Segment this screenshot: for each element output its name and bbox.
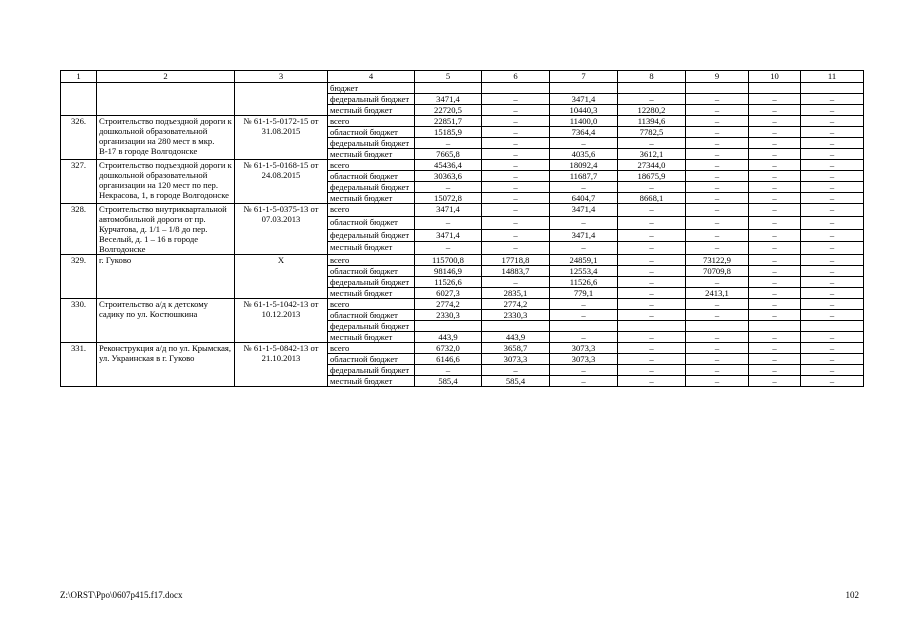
value-cell: – xyxy=(415,242,482,255)
value-cell: 45436,4 xyxy=(415,160,482,171)
column-header: 9 xyxy=(686,71,749,83)
value-cell: 3471,4 xyxy=(550,204,618,217)
value-cell: 585,4 xyxy=(415,376,482,387)
budget-type-cell: всего xyxy=(328,204,415,217)
value-cell: 10440,3 xyxy=(550,105,618,116)
document-cell: Х xyxy=(235,255,328,299)
item-number-cell: 331. xyxy=(61,343,97,387)
item-name-cell: Строительство подъездной дороги к дошкольной образовательной организации на 120 мест по пер. Некрасова, 1, в городе Волгодонске xyxy=(97,160,235,204)
value-cell xyxy=(415,321,482,332)
column-header: 1 xyxy=(61,71,97,83)
value-cell: – xyxy=(482,105,550,116)
value-cell: – xyxy=(482,204,550,217)
value-cell xyxy=(749,83,801,94)
value-cell: – xyxy=(686,171,749,182)
budget-type-cell: федеральный бюджет xyxy=(328,94,415,105)
value-cell: – xyxy=(686,149,749,160)
value-cell: – xyxy=(749,376,801,387)
budget-type-cell: областной бюджет xyxy=(328,171,415,182)
item-number-cell: 329. xyxy=(61,255,97,299)
value-cell: 17718,8 xyxy=(482,255,550,266)
value-cell: – xyxy=(801,171,864,182)
table-row xyxy=(61,204,864,217)
value-cell: 27344,0 xyxy=(618,160,686,171)
value-cell: 3471,4 xyxy=(415,94,482,105)
value-cell: – xyxy=(749,204,801,217)
value-cell xyxy=(686,83,749,94)
value-cell: – xyxy=(801,343,864,354)
item-number-cell xyxy=(61,83,97,116)
value-cell: 11526,6 xyxy=(550,277,618,288)
value-cell: – xyxy=(801,332,864,343)
value-cell: 98146,9 xyxy=(415,266,482,277)
value-cell: – xyxy=(749,171,801,182)
value-cell: – xyxy=(482,171,550,182)
document-cell: № 61-1-5-1042-13 от 10.12.2013 xyxy=(235,299,328,343)
budget-type-cell: федеральный бюджет xyxy=(328,365,415,376)
value-cell: 3471,4 xyxy=(550,229,618,242)
value-cell: 12280,2 xyxy=(618,105,686,116)
budget-type-cell: местный бюджет xyxy=(328,242,415,255)
column-header: 5 xyxy=(415,71,482,83)
value-cell: – xyxy=(749,138,801,149)
value-cell: – xyxy=(550,332,618,343)
item-number-cell: 330. xyxy=(61,299,97,343)
column-header: 4 xyxy=(328,71,415,83)
value-cell: – xyxy=(749,105,801,116)
value-cell: 7665,8 xyxy=(415,149,482,160)
column-header: 11 xyxy=(801,71,864,83)
value-cell: 2835,1 xyxy=(482,288,550,299)
value-cell: – xyxy=(686,354,749,365)
item-name-cell xyxy=(97,83,235,116)
value-cell: – xyxy=(801,266,864,277)
item-number-cell: 327. xyxy=(61,160,97,204)
value-cell: 443,9 xyxy=(482,332,550,343)
item-number-cell: 328. xyxy=(61,204,97,255)
value-cell: – xyxy=(749,288,801,299)
value-cell: 6027,3 xyxy=(415,288,482,299)
item-name-cell: Реконструкция а/д по ул. Крымская, ул. Украинская в г. Гуково xyxy=(97,343,235,387)
value-cell: – xyxy=(482,94,550,105)
value-cell: – xyxy=(801,299,864,310)
value-cell: – xyxy=(482,160,550,171)
value-cell: – xyxy=(618,229,686,242)
item-name-cell: Строительство а/д к детскому садику по ул. Костюшкина xyxy=(97,299,235,343)
budget-type-cell: областной бюджет xyxy=(328,310,415,321)
value-cell: – xyxy=(618,376,686,387)
value-cell: – xyxy=(801,105,864,116)
value-cell: – xyxy=(801,216,864,229)
value-cell: – xyxy=(801,149,864,160)
value-cell xyxy=(550,321,618,332)
value-cell: – xyxy=(801,116,864,127)
value-cell: 2330,3 xyxy=(415,310,482,321)
item-number-cell: 326. xyxy=(61,116,97,160)
value-cell: 11400,0 xyxy=(550,116,618,127)
value-cell: – xyxy=(801,94,864,105)
value-cell xyxy=(482,321,550,332)
value-cell: – xyxy=(686,299,749,310)
value-cell: – xyxy=(618,299,686,310)
value-cell: 3471,4 xyxy=(550,94,618,105)
value-cell: 30363,6 xyxy=(415,171,482,182)
value-cell: 2774,2 xyxy=(415,299,482,310)
value-cell: – xyxy=(482,138,550,149)
budget-type-cell: бюджет xyxy=(328,83,415,94)
value-cell: 4035,6 xyxy=(550,149,618,160)
value-cell: 11526,6 xyxy=(415,277,482,288)
value-cell xyxy=(415,83,482,94)
value-cell: – xyxy=(749,94,801,105)
value-cell: – xyxy=(482,116,550,127)
value-cell: – xyxy=(482,242,550,255)
budget-type-cell: областной бюджет xyxy=(328,266,415,277)
page-number: 102 xyxy=(845,590,859,600)
value-cell: 7782,5 xyxy=(618,127,686,138)
value-cell: – xyxy=(749,365,801,376)
value-cell xyxy=(482,83,550,94)
value-cell: 3612,1 xyxy=(618,149,686,160)
value-cell: – xyxy=(482,193,550,204)
document-cell xyxy=(235,83,328,116)
column-header: 7 xyxy=(550,71,618,83)
value-cell: 115700,8 xyxy=(415,255,482,266)
value-cell: 3073,3 xyxy=(550,343,618,354)
value-cell: – xyxy=(618,242,686,255)
budget-type-cell: всего xyxy=(328,160,415,171)
budget-table-container xyxy=(60,70,863,387)
budget-type-cell: всего xyxy=(328,255,415,266)
table-row xyxy=(61,83,864,94)
column-header: 8 xyxy=(618,71,686,83)
value-cell: – xyxy=(801,204,864,217)
budget-type-cell: областной бюджет xyxy=(328,127,415,138)
value-cell: – xyxy=(749,127,801,138)
value-cell: – xyxy=(801,277,864,288)
budget-type-cell: областной бюджет xyxy=(328,216,415,229)
value-cell xyxy=(618,321,686,332)
budget-type-cell: федеральный бюджет xyxy=(328,277,415,288)
value-cell: – xyxy=(801,127,864,138)
value-cell: 6404,7 xyxy=(550,193,618,204)
budget-type-cell: федеральный бюджет xyxy=(328,321,415,332)
value-cell: – xyxy=(482,365,550,376)
value-cell: – xyxy=(550,299,618,310)
value-cell: – xyxy=(686,94,749,105)
value-cell: – xyxy=(686,216,749,229)
value-cell: – xyxy=(618,365,686,376)
value-cell: – xyxy=(749,354,801,365)
value-cell: 22851,7 xyxy=(415,116,482,127)
value-cell: 7364,4 xyxy=(550,127,618,138)
value-cell: – xyxy=(618,255,686,266)
value-cell: – xyxy=(686,332,749,343)
value-cell: – xyxy=(686,242,749,255)
value-cell: – xyxy=(801,160,864,171)
document-cell: № 61-1-5-0842-13 от 21.10.2013 xyxy=(235,343,328,387)
value-cell: – xyxy=(686,160,749,171)
value-cell: – xyxy=(801,376,864,387)
value-cell: – xyxy=(618,216,686,229)
value-cell: 3073,3 xyxy=(550,354,618,365)
value-cell: 2774,2 xyxy=(482,299,550,310)
table-row xyxy=(61,116,864,127)
value-cell: – xyxy=(749,149,801,160)
value-cell: 779,1 xyxy=(550,288,618,299)
table-row xyxy=(61,343,864,354)
value-cell: – xyxy=(801,354,864,365)
value-cell: – xyxy=(415,216,482,229)
value-cell: – xyxy=(686,229,749,242)
value-cell: 22720,5 xyxy=(415,105,482,116)
value-cell: – xyxy=(686,343,749,354)
value-cell: 8668,1 xyxy=(618,193,686,204)
value-cell: – xyxy=(749,310,801,321)
budget-type-cell: местный бюджет xyxy=(328,376,415,387)
value-cell: – xyxy=(749,229,801,242)
value-cell: – xyxy=(415,138,482,149)
value-cell: – xyxy=(550,242,618,255)
value-cell: – xyxy=(801,229,864,242)
value-cell: – xyxy=(749,277,801,288)
value-cell: – xyxy=(550,376,618,387)
value-cell: – xyxy=(482,229,550,242)
budget-type-cell: всего xyxy=(328,299,415,310)
budget-type-cell: всего xyxy=(328,116,415,127)
value-cell: – xyxy=(749,182,801,193)
value-cell: – xyxy=(686,204,749,217)
value-cell: – xyxy=(415,182,482,193)
item-name-cell: Строительство внутриквартальной автомобильной дороги от пр. Курчатова, д. 1/1 – 1/8 до пер. Веселый, д. 1 – 16 в городе Волгодонске xyxy=(97,204,235,255)
value-cell: 12553,4 xyxy=(550,266,618,277)
table-body xyxy=(61,83,864,387)
value-cell: – xyxy=(618,288,686,299)
value-cell: – xyxy=(686,310,749,321)
value-cell xyxy=(550,83,618,94)
value-cell xyxy=(618,83,686,94)
value-cell: – xyxy=(686,138,749,149)
table-row xyxy=(61,160,864,171)
value-cell: – xyxy=(618,343,686,354)
value-cell: 70709,8 xyxy=(686,266,749,277)
column-header: 10 xyxy=(749,71,801,83)
value-cell: – xyxy=(749,216,801,229)
value-cell: – xyxy=(749,160,801,171)
value-cell: – xyxy=(686,105,749,116)
value-cell: – xyxy=(801,310,864,321)
value-cell: – xyxy=(801,365,864,376)
budget-table xyxy=(60,70,864,387)
value-cell: – xyxy=(686,365,749,376)
value-cell: – xyxy=(550,138,618,149)
value-cell: – xyxy=(749,255,801,266)
value-cell: – xyxy=(749,242,801,255)
value-cell: – xyxy=(550,216,618,229)
document-cell: № 61-1-5-0168-15 от 24.08.2015 xyxy=(235,160,328,204)
value-cell xyxy=(749,321,801,332)
budget-type-cell: местный бюджет xyxy=(328,288,415,299)
value-cell: – xyxy=(482,216,550,229)
value-cell: 3471,4 xyxy=(415,204,482,217)
value-cell: – xyxy=(801,255,864,266)
budget-type-cell: областной бюджет xyxy=(328,354,415,365)
value-cell: – xyxy=(801,288,864,299)
value-cell: 2413,1 xyxy=(686,288,749,299)
value-cell: 14883,7 xyxy=(482,266,550,277)
budget-type-cell: федеральный бюджет xyxy=(328,182,415,193)
value-cell: – xyxy=(686,277,749,288)
value-cell: 3658,7 xyxy=(482,343,550,354)
value-cell: – xyxy=(801,138,864,149)
value-cell: 18092,4 xyxy=(550,160,618,171)
value-cell: – xyxy=(482,127,550,138)
value-cell: – xyxy=(749,332,801,343)
budget-type-cell: всего xyxy=(328,343,415,354)
value-cell: – xyxy=(801,193,864,204)
value-cell: 11394,6 xyxy=(618,116,686,127)
value-cell: – xyxy=(550,182,618,193)
value-cell: – xyxy=(801,242,864,255)
table-row xyxy=(61,299,864,310)
value-cell: – xyxy=(550,365,618,376)
value-cell: – xyxy=(749,193,801,204)
value-cell: 3073,3 xyxy=(482,354,550,365)
column-header: 3 xyxy=(235,71,328,83)
value-cell xyxy=(801,321,864,332)
value-cell: 11687,7 xyxy=(550,171,618,182)
budget-type-cell: местный бюджет xyxy=(328,193,415,204)
item-name-cell: г. Гуково xyxy=(97,255,235,299)
value-cell: 6732,0 xyxy=(415,343,482,354)
budget-type-cell: местный бюджет xyxy=(328,332,415,343)
value-cell: 443,9 xyxy=(415,332,482,343)
value-cell: – xyxy=(618,182,686,193)
value-cell: – xyxy=(482,182,550,193)
value-cell: – xyxy=(749,116,801,127)
value-cell: – xyxy=(686,376,749,387)
document-path: Z:\ORST\Ppo\0607p415.f17.docx xyxy=(60,590,183,600)
value-cell: – xyxy=(618,138,686,149)
value-cell: – xyxy=(550,310,618,321)
item-name-cell: Строительство подъездной дороги к дошкольной образовательной организации на 280 мест в мкр. В-17 в городе Волгодонске xyxy=(97,116,235,160)
value-cell: – xyxy=(686,127,749,138)
value-cell: – xyxy=(618,94,686,105)
budget-type-cell: федеральный бюджет xyxy=(328,138,415,149)
value-cell: – xyxy=(686,116,749,127)
value-cell: – xyxy=(749,343,801,354)
value-cell: – xyxy=(749,299,801,310)
budget-type-cell: местный бюджет xyxy=(328,149,415,160)
value-cell: 2330,3 xyxy=(482,310,550,321)
value-cell: 15185,9 xyxy=(415,127,482,138)
value-cell: – xyxy=(415,365,482,376)
value-cell: 6146,6 xyxy=(415,354,482,365)
value-cell: – xyxy=(482,277,550,288)
budget-type-cell: федеральный бюджет xyxy=(328,229,415,242)
column-number-header-row xyxy=(61,71,864,83)
value-cell xyxy=(686,321,749,332)
value-cell: 15072,8 xyxy=(415,193,482,204)
value-cell: – xyxy=(618,310,686,321)
value-cell: – xyxy=(686,182,749,193)
value-cell: – xyxy=(618,277,686,288)
budget-type-cell: местный бюджет xyxy=(328,105,415,116)
value-cell: – xyxy=(482,149,550,160)
table-row xyxy=(61,255,864,266)
value-cell: 24859,1 xyxy=(550,255,618,266)
document-cell: № 61-1-5-0172-15 от 31.08.2015 xyxy=(235,116,328,160)
value-cell: – xyxy=(618,266,686,277)
value-cell: – xyxy=(686,193,749,204)
value-cell: – xyxy=(618,332,686,343)
column-header: 2 xyxy=(97,71,235,83)
column-header: 6 xyxy=(482,71,550,83)
value-cell: – xyxy=(749,266,801,277)
value-cell: 585,4 xyxy=(482,376,550,387)
value-cell: – xyxy=(618,354,686,365)
value-cell xyxy=(801,83,864,94)
value-cell: 73122,9 xyxy=(686,255,749,266)
value-cell: 3471,4 xyxy=(415,229,482,242)
value-cell: – xyxy=(801,182,864,193)
value-cell: – xyxy=(618,204,686,217)
value-cell: 18675,9 xyxy=(618,171,686,182)
document-cell: № 61-1-5-0375-13 от 07.03.2013 xyxy=(235,204,328,255)
